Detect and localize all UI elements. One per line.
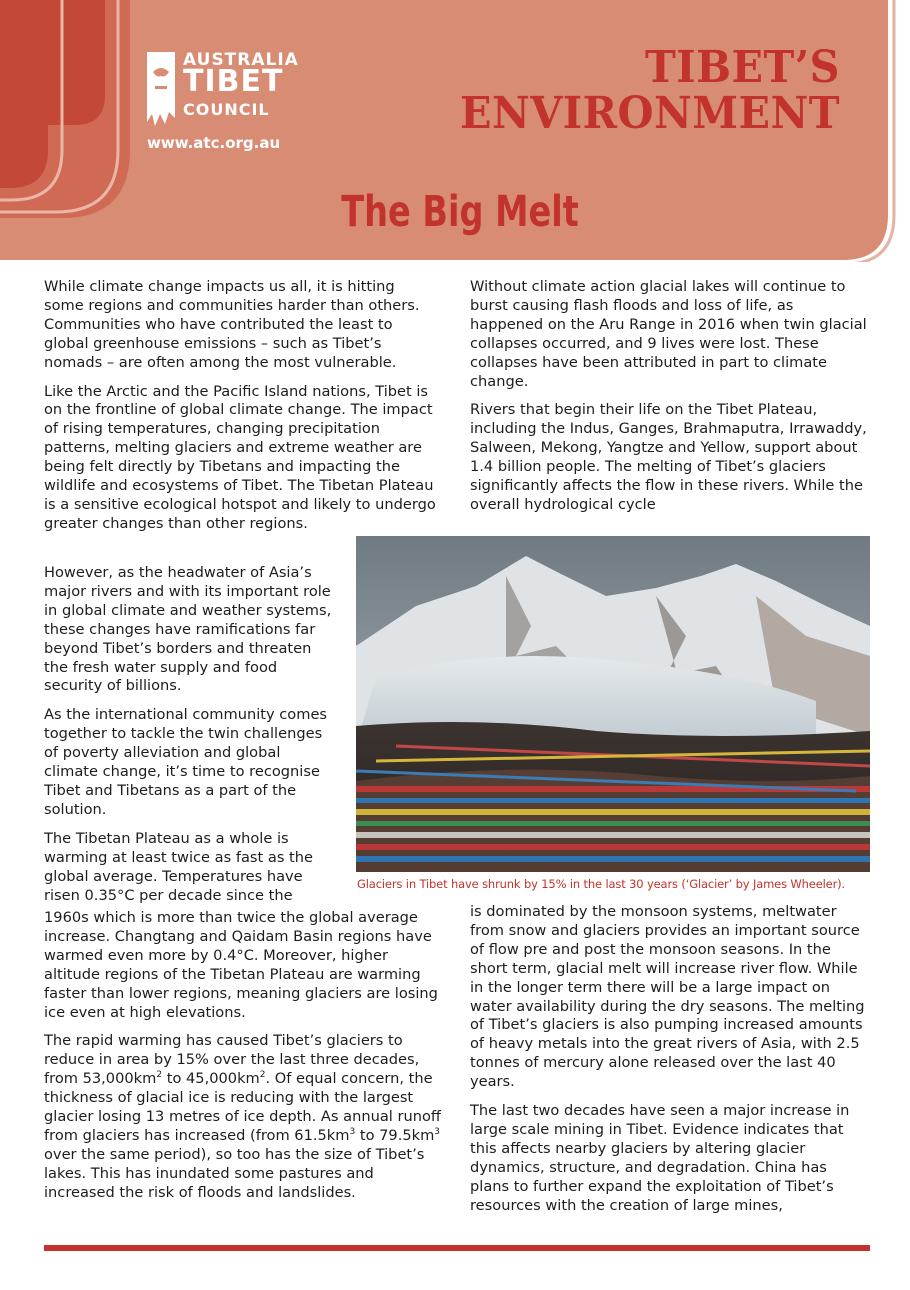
text-span: over the same period), so too has the size of Tibet’s lakes. This has inundated some pastures and increased the risk of floods and landslides. bbox=[44, 1145, 425, 1201]
right-column-bottom bbox=[470, 903, 870, 1226]
page-subtitle: The Big Melt bbox=[341, 187, 579, 237]
paragraph: Like the Arctic and the Pacific Island nations, Tibet is on the frontline of global climate change. The impact of rising temperatures, changing precipitation patterns, melting glaciers and extreme weather are being felt directly by Tibetans and impacting the wildlife and ecosystems of Tibet. The Tibetan Plateau is a sensitive ecological hotspot and likely to undergo greater changes than other regions. bbox=[44, 382, 436, 532]
text-span: The rapid warming has caused Tibet’s glaciers to reduce in area by 15% over the last three decades, from 53,000km bbox=[44, 1032, 420, 1088]
footer-divider bbox=[44, 1245, 870, 1251]
paragraph: 1960s which is more than twice the global average increase. Changtang and Qaidam Basin regions have warmed even more by 0.4°C. Moreover, higher altitude regions of the Tibetan Plateau are warming faster than lower regions, meaning glaciers are losing ice even at high elevations. bbox=[44, 909, 438, 1021]
page-title-text: TIBET’S ENVIRONMENT bbox=[459, 42, 840, 139]
logo-line-australia: AUSTRALIA bbox=[183, 50, 299, 70]
glacier-photo bbox=[356, 536, 870, 872]
photo-caption: Glaciers in Tibet have shrunk by 15% in the last 30 years (‘Glacier’ by James Wheeler). bbox=[357, 877, 846, 891]
paragraph: is dominated by the monsoon systems, meltwater from snow and glaciers provides an important source of flow pre and post the monsoon seasons. In the short term, glacial melt will increase river flow. While in the longer term there will be a large impact on water availability during the dry seasons. The melting of Tibet’s glaciers is also pumping increased amounts of heavy metals into the great rivers of Asia, with 2.5 tonnes of mercury alone released over the last 40 years. bbox=[470, 903, 865, 1091]
atc-logo[interactable] bbox=[145, 50, 315, 160]
logo-line-council: COUNCIL bbox=[183, 100, 270, 119]
right-column-top bbox=[470, 278, 870, 525]
paragraph: As the international community comes together to tackle the twin challenges of poverty alleviation and global climate change, it’s time to recognise Tibet and Tibetans as a part of the solution. bbox=[44, 706, 328, 818]
left-column-bottom bbox=[44, 890, 444, 1213]
superscript: 3 bbox=[434, 1127, 441, 1138]
superscript: 2 bbox=[259, 1070, 266, 1081]
header-banner bbox=[0, 0, 910, 262]
left-column-narrow bbox=[44, 564, 336, 905]
website-url[interactable]: www.atc.org.au bbox=[147, 134, 281, 152]
text-span: . Of equal concern, the thickness of glacial ice is reducing with the largest glacier losing 13 metres of ice depth. As annual runoff from glaciers has increased (from 61.5km bbox=[44, 1070, 441, 1144]
left-column-top bbox=[44, 278, 439, 544]
paragraph: While climate change impacts us all, it is hitting some regions and communities harder than others. Communities who have contributed the least to global greenhouse emissions – such as Tibet’s nomads – are often among the most vulnerable. bbox=[44, 278, 420, 371]
superscript: 3 bbox=[349, 1127, 356, 1138]
superscript: 2 bbox=[156, 1070, 163, 1081]
logo-line-tibet: TIBET bbox=[183, 64, 284, 99]
glacier-prayer-flags-image bbox=[356, 536, 870, 872]
paragraph: The Tibetan Plateau as a whole is warming at least twice as fast as the global average. Temperatures have risen 0.35°C per decade since the bbox=[44, 829, 314, 904]
text-span: to 79.5km bbox=[355, 1126, 435, 1144]
paragraph: The last two decades have seen a major increase in large scale mining in Tibet. Evidence indicates that this affects nearby glaciers by altering glacier dynamics, structure, and degradation. China has plans to further expand the exploitation of Tibet’s resources with the creation of large mines, bbox=[470, 1102, 850, 1214]
text-span: to 45,000km bbox=[162, 1070, 260, 1088]
paragraph: However, as the headwater of Asia’s major rivers and with its important role in global climate and weather systems, these changes have ramifications far beyond Tibet’s borders and threaten the fresh water supply and food security of billions. bbox=[44, 564, 332, 695]
page-title bbox=[389, 42, 840, 139]
paragraph: Rivers that begin their life on the Tibet Plateau, including the Indus, Ganges, Brahmaputra, Irrawaddy, Salween, Mekong, Yangtze and Yellow, support about 1.4 billion people. The melting of Tibet’s glaciers significantly affects the flow in these rivers. While the overall hydrological cycle bbox=[470, 401, 867, 513]
paragraph: Without climate action glacial lakes will continue to burst causing flash floods and loss of life, as happened on the Aru Range in 2016 when twin glacial collapses occurred, and 9 lives were lost. These collapses have been attributed in part to climate change. bbox=[470, 278, 867, 390]
snow-lion-emblem-icon bbox=[145, 52, 177, 132]
paragraph bbox=[44, 1032, 444, 1202]
